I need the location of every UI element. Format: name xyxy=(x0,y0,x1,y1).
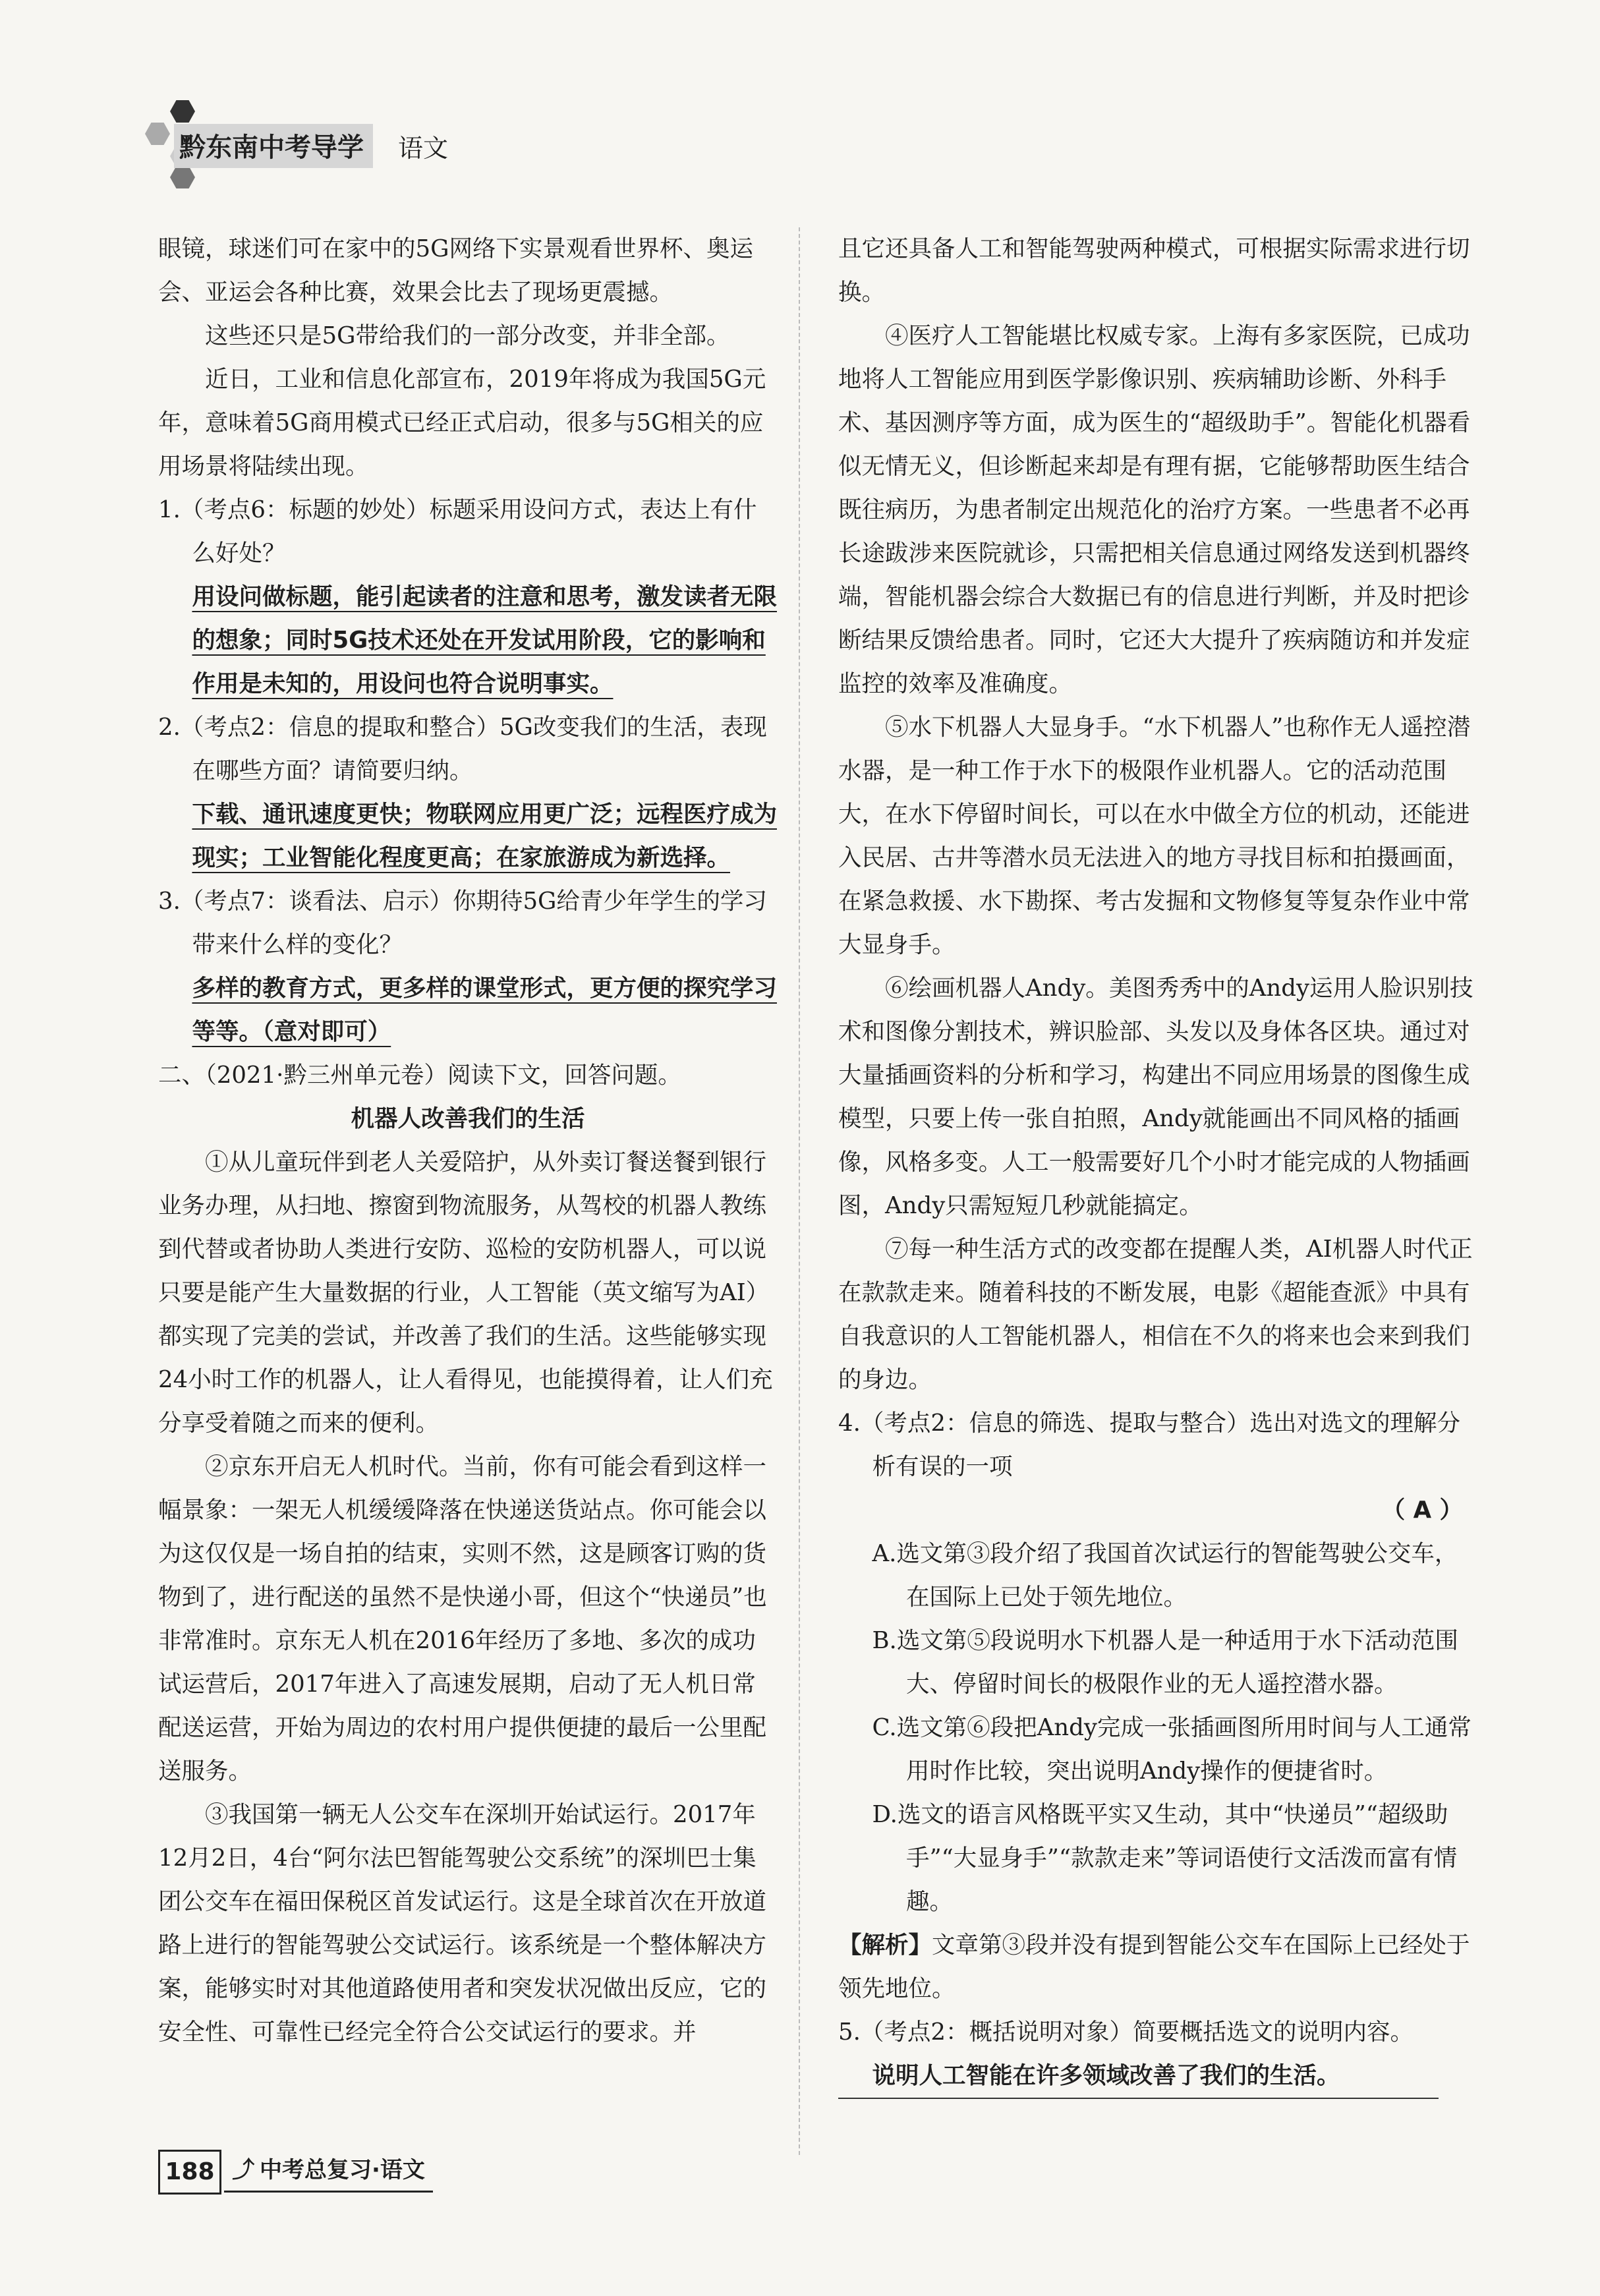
option-b: B.选文第⑤段说明水下机器人是一种适用于水下活动范围大、停留时间长的极限作业的无人遥控潜水器。 xyxy=(872,1627,1458,1698)
paragraph: 眼镜，球迷们可在家中的5G网络下实景观看世界杯、奥运会、亚运会各种比赛，效果会比去了现场更震撼。 xyxy=(158,235,753,306)
page-footer xyxy=(158,2150,527,2197)
paragraph: 这些还只是5G带给我们的一部分改变，并非全部。 xyxy=(205,322,730,349)
hexagon-decoration xyxy=(170,100,195,123)
footer-label-text: 中考总复习·语文 xyxy=(260,2157,425,2183)
subject-label: 语文 xyxy=(398,134,449,163)
right-column xyxy=(838,227,1476,2099)
analysis-label: 【解析】 xyxy=(838,1932,932,1959)
article-title: 机器人改善我们的生活 xyxy=(351,1105,585,1132)
paragraph: 且它还具备人工和智能驾驶两种模式，可根据实际需求进行切换。 xyxy=(838,235,1470,306)
answer-1: 用设问做标题，能引起读者的注意和思考，激发读者无限的想象；同时5G技术还处在开发试用阶段，它的影响和作用是未知的，用设问也符合说明事实。 xyxy=(192,583,777,697)
option-d: D.选文的语言风格既平实又生动，其中“快递员”“超级助手”“大显身手”“款款走来”等词语使行文活泼而富有情趣。 xyxy=(872,1801,1458,1915)
option-a: A.选文第③段介绍了我国首次试运行的智能驾驶公交车，在国际上已处于领先地位。 xyxy=(872,1540,1458,1611)
left-column xyxy=(158,227,778,2054)
question-3: 3.（考点7：谈看法、启示）你期待5G给青少年学生的学习带来什么样的变化？ xyxy=(158,888,767,958)
page-header xyxy=(132,92,527,191)
question-4-answer-row xyxy=(838,1489,1476,1532)
analysis-text: 文章第③段并没有提到智能公交车在国际上已经处于领先地位。 xyxy=(838,1932,1470,2002)
article-paragraph-4: ④医疗人工智能堪比权威专家。上海有多家医院，已成功地将人工智能应用到医学影像识别、疾病辅助诊断、外科手术、基因测序等方面，成为医生的“超级助手”。智能化机器看似无情无义，但诊断起来却是有理有据，它能够帮助医生结合既往病历，为患者制定出规范化的治疗方案。一些患者不必再长途跋涉来医院就诊，只需把相关信息通过网络发送到机器终端，智能机器会综合大数据已有的信息进行判断，并及时把诊断结果反馈给患者。同时，它还大大提升了疾病随访和并发症监控的效率及准确度。 xyxy=(838,322,1471,697)
page-number: 188 xyxy=(158,2150,221,2195)
hexagon-decoration xyxy=(170,166,195,188)
footer-label xyxy=(224,2150,433,2193)
book-title: 黔东南中考导学 xyxy=(174,124,373,168)
option-c: C.选文第⑥段把Andy完成一张插画图所用时间与人工通常用时作比较，突出说明Andy操作的便捷省时。 xyxy=(872,1714,1471,1785)
question-2: 2.（考点2：信息的提取和整合）5G改变我们的生活，表现在哪些方面？请简要归纳。 xyxy=(158,714,767,784)
answer-3: 多样的教育方式，更多样的课堂形式，更方便的探究学习等等。（意对即可） xyxy=(192,975,777,1045)
article-paragraph-3: ③我国第一辆无人公交车在深圳开始试运行。2017年12月2日，4台“阿尔法巴智能驾驶公交系统”的深圳巴士集团公交车在福田保税区首发试运行。这是全球首次在开放道路上进行的智能驾驶公交试运行。该系统是一个整体解决方案，能够实时对其他道路使用者和突发状况做出反应，它的安全性、可靠性已经完全符合公交试运行的要求。并 xyxy=(158,1801,767,2046)
question-5: 5.（考点2：概括说明对象）简要概括选文的说明内容。 xyxy=(838,2019,1414,2046)
arrow-icon: ⤴ xyxy=(232,2157,254,2183)
answer-2: 下载、通讯速度更快；物联网应用更广泛；远程医疗成为现实；工业智能化程度更高；在家旅游成为新选择。 xyxy=(192,801,777,871)
analysis xyxy=(838,1924,1476,2011)
question-1: 1.（考点6：标题的妙处）标题采用设问方式，表达上有什么好处？ xyxy=(158,496,757,567)
section-heading: 二、（2021·黔三州单元卷）阅读下文，回答问题。 xyxy=(158,1062,681,1089)
article-paragraph-2: ②京东开启无人机时代。当前，你有可能会看到这样一幅景象：一架无人机缓缓降落在快递送货站点。你可能会以为这仅仅是一场自拍的结束，实则不然，这是顾客订购的货物到了，进行配送的虽然不是快递小哥，但这个“快递员”也非常准时。京东无人机在2016年经历了多地、多次的成功试运营后，2017年进入了高速发展期，启动了无人机日常配送运营，开始为周边的农村用户提供便捷的最后一公里配送服务。 xyxy=(158,1453,767,1785)
question-4-answer: （ A ） xyxy=(1381,1497,1463,1524)
question-4: 4.（考点2：信息的筛选、提取与整合）选出对选文的理解分析有误的一项 xyxy=(838,1410,1460,1480)
article-paragraph-5: ⑤水下机器人大显身手。“水下机器人”也称作无人遥控潜水器，是一种工作于水下的极限作业机器人。它的活动范围大，在水下停留时间长，可以在水中做全方位的机动，还能进入民居、古井等潜水员无法进入的地方寻找目标和拍摄画面，在紧急救援、水下勘探、考古发掘和文物修复等复杂作业中常大显身手。 xyxy=(838,714,1471,958)
answer-5: 说明人工智能在许多领域改善了我们的生活。 xyxy=(838,2054,1439,2099)
hexagon-decoration xyxy=(145,123,170,145)
article-paragraph-6: ⑥绘画机器人Andy。美图秀秀中的Andy运用人脸识别技术和图像分割技术，辨识脸部、头发以及身体各区块。通过对大量插画资料的分析和学习，构建出不同应用场景的图像生成模型，只要上传一张自拍照，Andy就能画出不同风格的插画像，风格多变。人工一般需要好几个小时才能完成的人物插画图，Andy只需短短几秒就能搞定。 xyxy=(838,975,1473,1219)
column-divider xyxy=(799,227,800,2155)
article-paragraph-7: ⑦每一种生活方式的改变都在提醒人类，AI机器人时代正在款款走来。随着科技的不断发展，电影《超能查派》中具有自我意识的人工智能机器人，相信在不久的将来也会来到我们的身边。 xyxy=(838,1236,1473,1393)
article-paragraph-1: ①从儿童玩伴到老人关爱陪护，从外卖订餐送餐到银行业务办理，从扫地、擦窗到物流服务，从驾校的机器人教练到代替或者协助人类进行安防、巡检的安防机器人，可以说只要是能产生大量数据的行业，人工智能（英文缩写为AI）都实现了完美的尝试，并改善了我们的生活。这些能够实现24小时工作的机器人，让人看得见，也能摸得着，让人们充分享受着随之而来的便利。 xyxy=(158,1149,773,1437)
paragraph: 近日，工业和信息化部宣布，2019年将成为我国5G元年，意味着5G商用模式已经正式启动，很多与5G相关的应用场景将陆续出现。 xyxy=(158,366,766,480)
